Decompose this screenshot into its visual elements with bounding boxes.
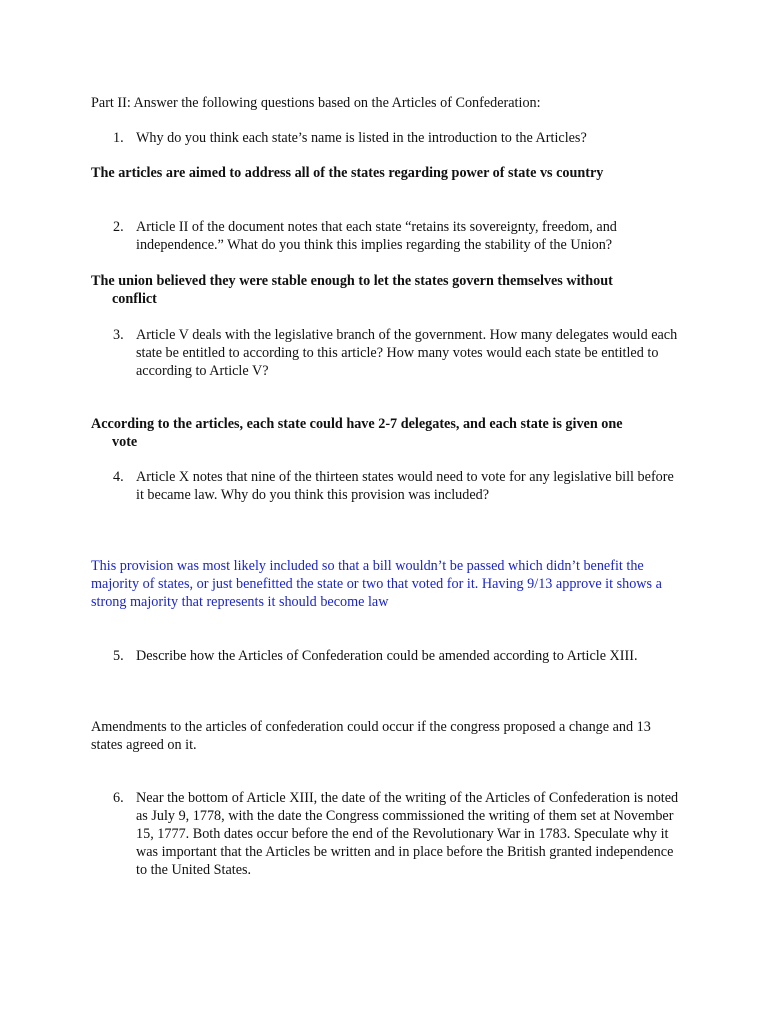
- question-text: Article II of the document notes that each state “retains its sovereignty, freedom, and independence.” What do you think this implies regarding the stability of the Union?: [136, 219, 617, 253]
- answer-2-line-2: conflict: [112, 291, 157, 307]
- question-text: Describe how the Articles of Confederation could be amended according to Article XIII.: [136, 648, 638, 664]
- question-text: Article X notes that nine of the thirteen states would need to vote for any legislative bill before it became law. Why do you think this provision was included?: [136, 469, 674, 503]
- answer-1: The articles are aimed to address all of the states regarding power of state vs country: [91, 165, 604, 181]
- question-4: [113, 468, 693, 504]
- answer-3: [91, 415, 691, 451]
- question-number: 5.: [113, 648, 124, 664]
- question-2: [113, 218, 693, 254]
- question-text: Why do you think each state’s name is listed in the introduction to the Articles?: [136, 130, 587, 146]
- answer-5: Amendments to the articles of confederation could occur if the congress proposed a change and 13 states agreed on it.: [91, 719, 651, 753]
- question-number: 6.: [113, 790, 124, 806]
- question-number: 3.: [113, 327, 124, 343]
- question-1: [113, 129, 693, 147]
- question-5: [113, 647, 693, 665]
- question-3: [113, 326, 693, 380]
- question-number: 2.: [113, 219, 124, 235]
- answer-4: This provision was most likely included so that a bill wouldn’t be passed which didn’t benefit the majority of states, or just benefitted the state or two that voted for it. Having 9/13 approve it shows a strong majority that represents it should become law: [91, 558, 662, 610]
- answer-2-line-1: The union believed they were stable enough to let the states govern themselves without: [91, 273, 613, 289]
- question-number: 4.: [113, 469, 124, 485]
- question-text: Near the bottom of Article XIII, the date of the writing of the Articles of Confederation is noted as July 9, 1778, with the date the Congress commissioned the writing of them set at November 15, 1777. Both dates occur before the end of the Revolutionary War in 1783. Speculate why it was important that the Articles be written and in place before the British granted independence to the United States.: [136, 790, 679, 878]
- question-number: 1.: [113, 130, 124, 146]
- question-6: [113, 789, 693, 879]
- answer-2: [91, 272, 691, 308]
- answer-3-line-1: According to the articles, each state could have 2-7 delegates, and each state is given one: [91, 416, 623, 432]
- answer-3-line-2: vote: [112, 434, 138, 450]
- question-text: Article V deals with the legislative branch of the government. How many delegates would each state be entitled to according to this article? How many votes would each state be entitled to according to Article V?: [136, 327, 678, 379]
- part-heading: Part II: Answer the following questions based on the Articles of Confederation:: [91, 95, 541, 111]
